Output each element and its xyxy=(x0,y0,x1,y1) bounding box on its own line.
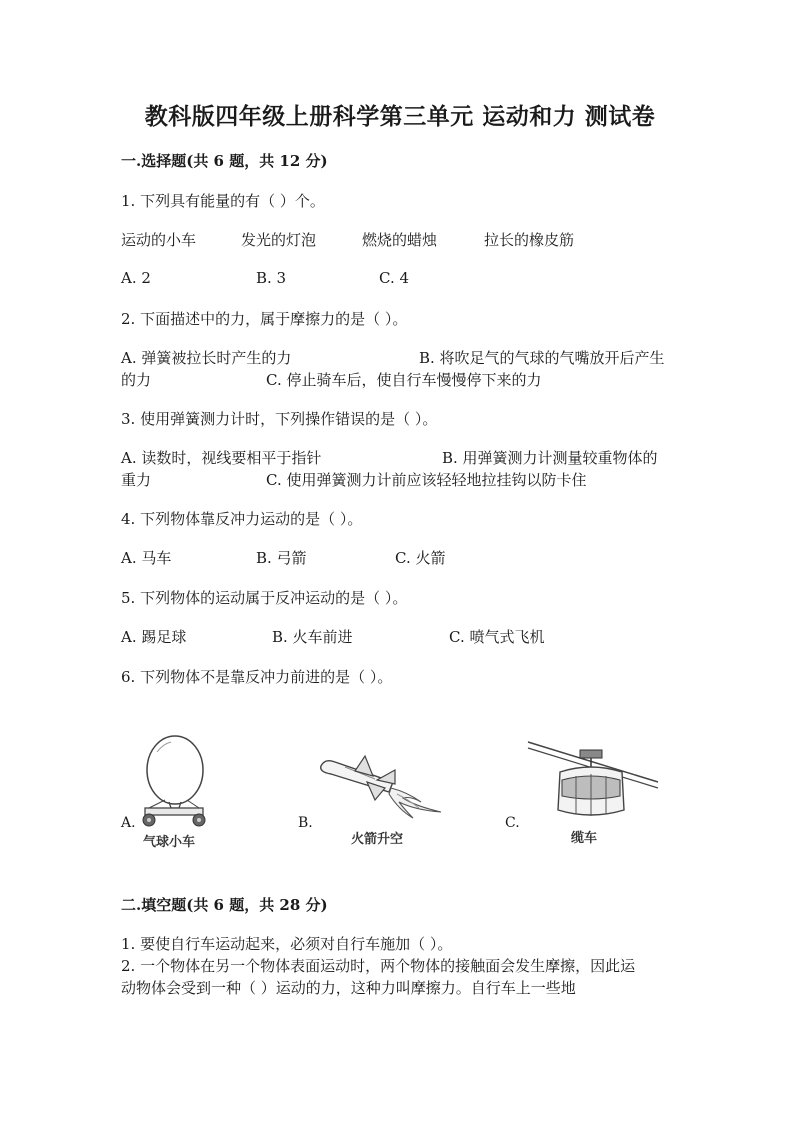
question-4-stem: 4. 下列物体靠反冲力运动的是（ ）。 xyxy=(121,510,363,528)
page-title: 教科版四年级上册科学第三单元 运动和力 测试卷 xyxy=(144,103,656,130)
q1-item: 运动的小车 xyxy=(121,231,197,249)
section-2-header: 二.填空题(共 6 题，共 28 分) xyxy=(121,896,328,914)
q6-option-b-caption: 火箭升空 xyxy=(351,832,404,847)
fill-question-2-line-1: 2. 一个物体在另一个物体表面运动时，两个物体的接触面会发生摩擦，因此运 xyxy=(121,957,636,975)
question-2-stem: 2. 下面描述中的力，属于摩擦力的是（ ）。 xyxy=(121,310,408,328)
q6-option-a-caption: 气球小车 xyxy=(143,835,196,850)
q1-item: 发光的灯泡 xyxy=(241,231,317,249)
question-6-stem: 6. 下列物体不是靠反冲力前进的是（ ）。 xyxy=(121,668,393,686)
q5-option-a: A. 踢足球 xyxy=(121,628,187,646)
section-1-header: 一.选择题(共 6 题，共 12 分) xyxy=(121,152,328,170)
q1-item: 燃烧的蜡烛 xyxy=(362,231,438,249)
fill-question-1: 1. 要使自行车运动起来，必须对自行车施加（ ）。 xyxy=(121,935,453,953)
q4-option-a: A. 马车 xyxy=(121,549,172,567)
q2-option-c: C. 停止骑车后，使自行车慢慢停下来的力 xyxy=(266,371,542,389)
q3-option-a: A. 读数时，视线要相平于指针 xyxy=(121,449,322,467)
q2-option-b-cont: 的力 xyxy=(121,371,152,389)
q3-option-b: B. 用弹簧测力计测量较重物体的 xyxy=(442,449,658,467)
q1-option-a: A. 2 xyxy=(121,269,151,287)
q3-option-c: C. 使用弹簧测力计前应该轻轻地拉挂钩以防卡住 xyxy=(266,471,587,489)
q6-option-c-letter: C. xyxy=(505,815,520,831)
question-1-stem: 1. 下列具有能量的有（ ）个。 xyxy=(121,192,325,210)
q2-option-b: B. 将吹足气的气球的气嘴放开后产生 xyxy=(419,349,665,367)
balloon-car-illustration xyxy=(135,732,215,832)
q4-option-c: C. 火箭 xyxy=(395,549,446,567)
q6-option-c-caption: 缆车 xyxy=(571,831,598,846)
q1-option-c: C. 4 xyxy=(379,269,410,287)
rocket-illustration xyxy=(315,752,455,822)
q6-option-b-letter: B. xyxy=(298,815,313,831)
q1-item: 拉长的橡皮筋 xyxy=(484,231,575,249)
q3-option-b-cont: 重力 xyxy=(121,471,152,489)
fill-question-2-line-2: 动物体会受到一种（ ）运动的力，这种力叫摩擦力。自行车上一些地 xyxy=(121,979,576,997)
q5-option-c: C. 喷气式飞机 xyxy=(449,628,545,646)
q6-option-a-letter: A. xyxy=(121,815,136,831)
question-5-stem: 5. 下列物体的运动属于反冲运动的是（ ）。 xyxy=(121,589,408,607)
q1-option-b: B. 3 xyxy=(256,269,287,287)
question-3-stem: 3. 使用弹簧测力计时，下列操作错误的是（ ）。 xyxy=(121,410,438,428)
q5-option-b: B. 火车前进 xyxy=(272,628,353,646)
cable-car-illustration xyxy=(528,740,658,825)
q4-option-b: B. 弓箭 xyxy=(256,549,307,567)
q2-option-a: A. 弹簧被拉长时产生的力 xyxy=(121,349,292,367)
